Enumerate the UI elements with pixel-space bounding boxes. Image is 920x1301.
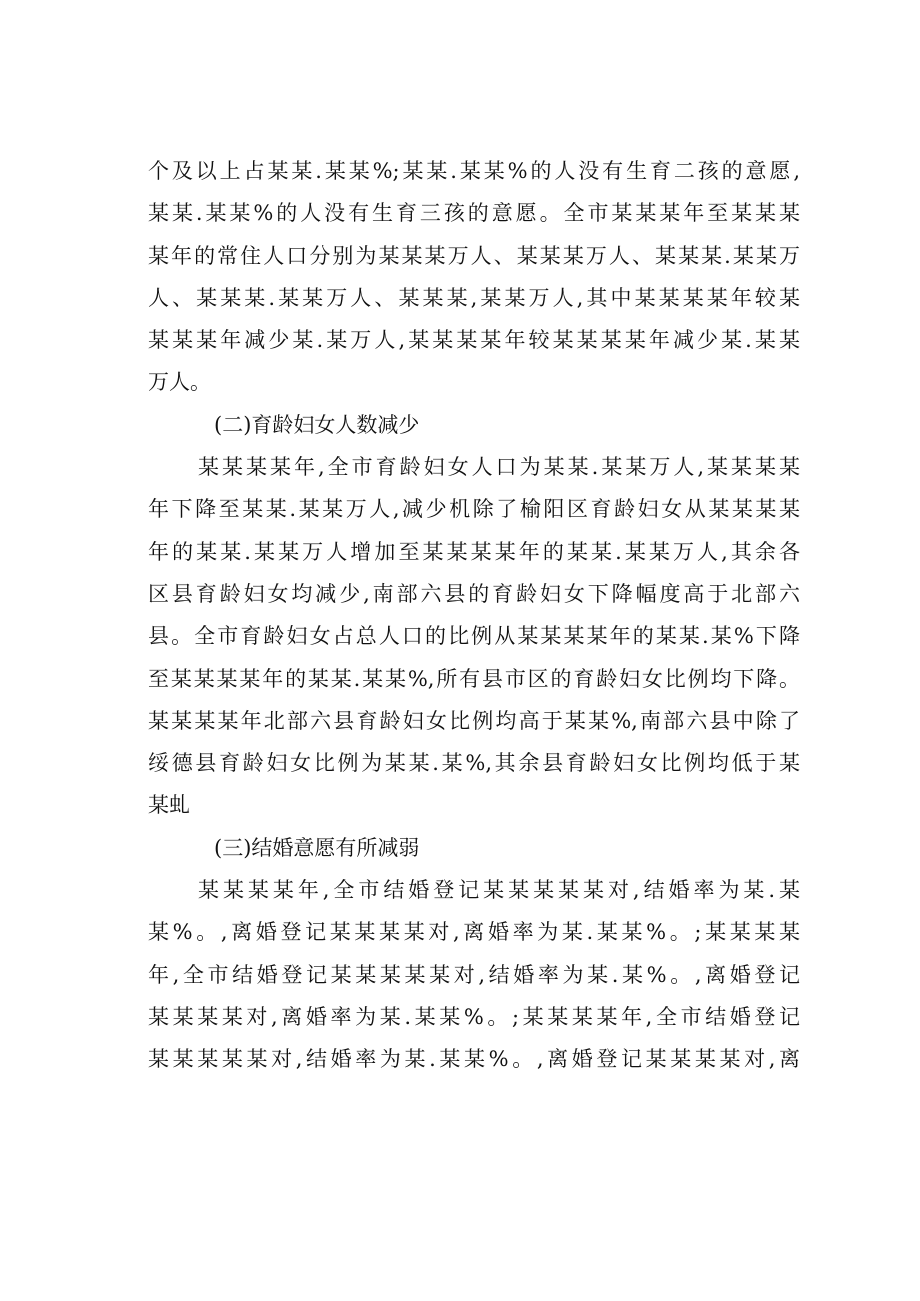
paragraph-population [148,150,800,404]
text-line: 某某某年减少某.某万人,某某某某年较某某某某年减少某.某某 [148,328,800,353]
text-line: 年,全市结婚登记某某某某某对,结婚率为某.某%。,离婚登记 [148,962,800,987]
text-line: 区县育龄妇女均减少,南部六县的育龄妇女下降幅度高于北部六 [148,581,800,606]
text-line: 某年的常住人口分别为某某某万人、某某某万人、某某某.某某万 [148,243,800,268]
text-line: 至某某某某年的某某.某某%,所有县市区的育龄妇女比例均下降。 [148,666,800,691]
text-line: 某某某某年,全市结婚登记某某某某某对,结婚率为某.某 [198,878,800,903]
text-line: 某某某某某对,结婚率为某.某某%。,离婚登记某某某某对,离 [148,1047,800,1072]
text-line: 人、某某某.某某万人、某某某,某某万人,其中某某某某年较某 [148,285,800,310]
text-line: 绥德县育龄妇女比例为某某.某%,其余县育龄妇女比例均低于某 [148,751,800,776]
text-line: 某%。,离婚登记某某某某对,离婚率为某.某某%。;某某某某 [148,920,800,945]
section-heading: (二)育龄妇女人数减少 [214,412,420,437]
text-line: 某某某某年,全市育龄妇女人口为某某.某某万人,某某某某 [198,455,800,480]
paragraph-women-childbearing-age [148,446,800,827]
text-line: 某某.某某%的人没有生育三孩的意愿。全市某某某年至某某某 [148,201,800,226]
text-line: 年下降至某某.某某万人,减少机除了榆阳区育龄妇女从某某某某 [148,497,800,522]
document-page [148,150,800,1081]
text-line: 个及以上占某某.某某%;某某.某某%的人没有生育二孩的意愿, [148,159,800,183]
text-line: 某某某某对,离婚率为某.某某%。;某某某某年,全市结婚登记 [148,1004,800,1029]
text-line: 万人。 [148,370,211,395]
text-line: 某某某某年北部六县育龄妇女比例均高于某某%,南部六县中除了 [148,708,800,733]
text-line: 某虬 [148,793,190,818]
paragraph-marriage [148,869,800,1080]
text-line: 县。全市育龄妇女占总人口的比例从某某某某年的某某.某%下降 [148,624,800,649]
section-heading: (三)结婚意愿有所减弱 [214,835,420,860]
text-line: 年的某某.某某万人增加至某某某某年的某某.某某万人,其余各 [148,539,800,564]
